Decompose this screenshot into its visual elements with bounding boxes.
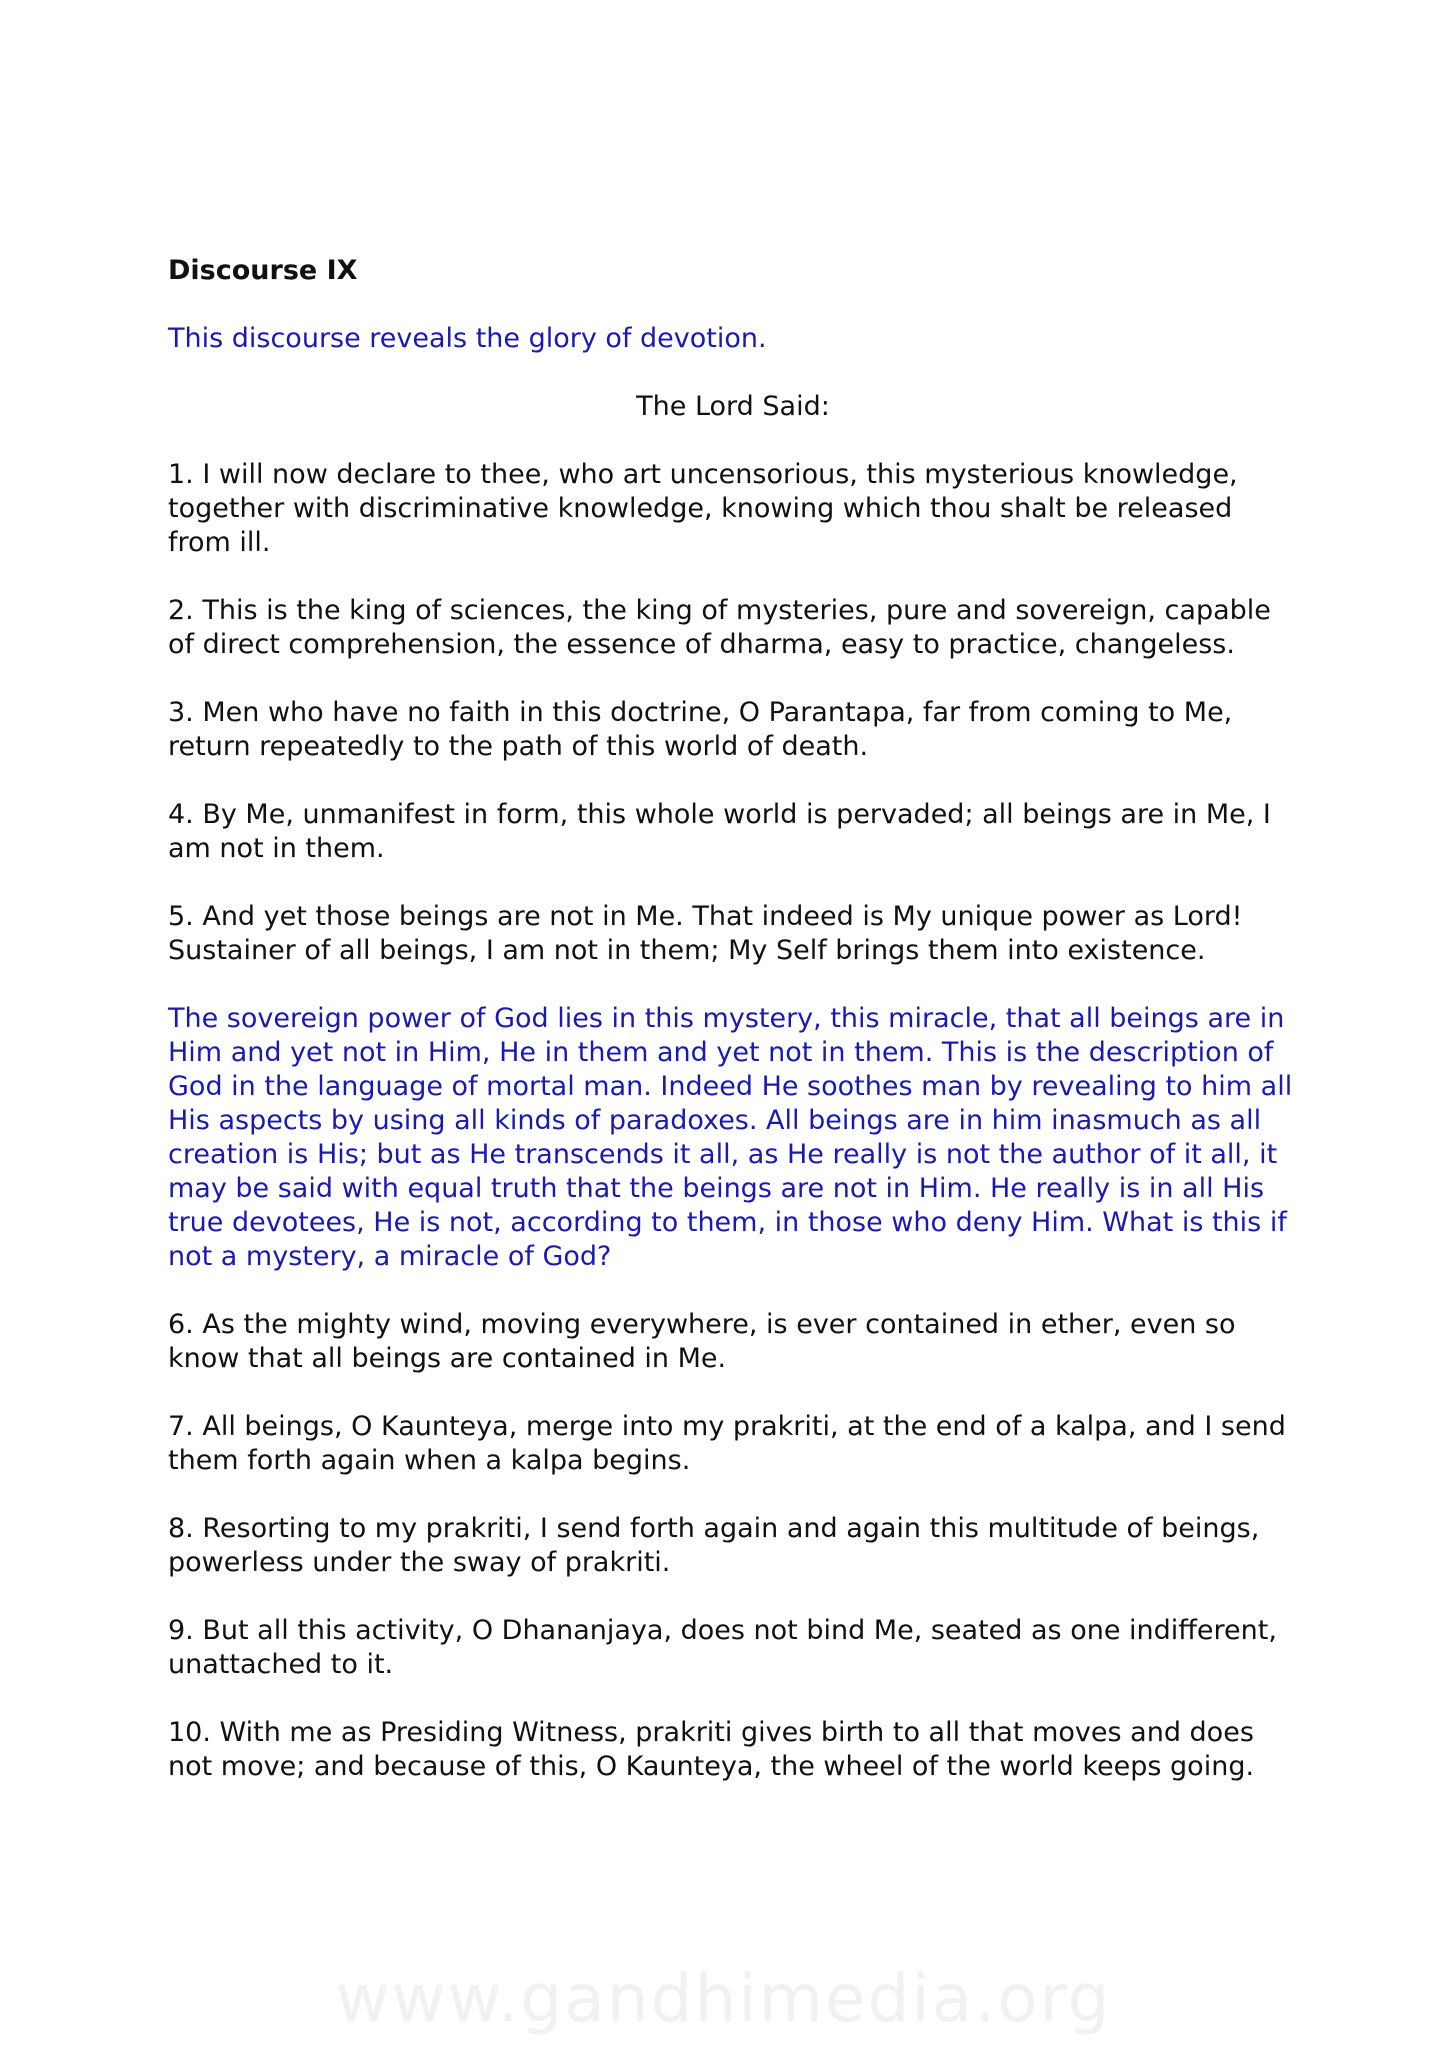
verse-9: 9. But all this activity, O Dhananjaya, does not bind Me, seated as one indifferent, unattached to it. — [168, 1615, 1277, 1680]
document-page — [168, 254, 1298, 1818]
verse-1: 1. I will now declare to thee, who art uncensorious, this mysterious knowledge, together with discriminative knowledge, knowing which thou shalt be released from ill. — [168, 459, 1238, 558]
verse-10: 10. With me as Presiding Witness, prakriti gives birth to all that moves and does not move; and because of this, O Kaunteya, the wheel of the world keeps going. — [168, 1717, 1255, 1782]
verse-4: 4. By Me, unmanifest in form, this whole world is pervaded; all beings are in Me, I am not in them. — [168, 799, 1271, 864]
verse-8: 8. Resorting to my prakriti, I send forth again and again this multitude of beings, powerless under the sway of prakriti. — [168, 1513, 1260, 1578]
verse-7: 7. All beings, O Kaunteya, merge into my prakriti, at the end of a kalpa, and I send them forth again when a kalpa begins. — [168, 1411, 1286, 1476]
watermark-text: www.gandhimedia.org — [335, 1960, 1112, 2037]
verse-3: 3. Men who have no faith in this doctrine, O Parantapa, far from coming to Me, return repeatedly to the path of this world of death. — [168, 697, 1233, 762]
commentary-paragraph: The sovereign power of God lies in this mystery, this miracle, that all beings are in Him and yet not in Him, He in them and yet not in them. This is the description of God in the language of mortal man. Indeed He soothes man by revealing to him all His aspects by using all kinds of paradoxes. All beings are in him inasmuch as all creation is His; but as He transcends it all, as He really is not the author of it all, it may be said with equal truth that the beings are not in Him. He really is in all His true devotees, He is not, according to them, in those who deny Him. What is this if not a mystery, a miracle of God? — [168, 1003, 1293, 1272]
page-title: Discourse IX — [168, 255, 358, 286]
verse-6: 6. As the mighty wind, moving everywhere, is ever contained in ether, even so know that all beings are contained in Me. — [168, 1309, 1236, 1374]
verse-5: 5. And yet those beings are not in Me. That indeed is My unique power as Lord! Sustainer of all beings, I am not in them; My Self brings them into existence. — [168, 901, 1243, 966]
speaker-heading: The Lord Said: — [636, 391, 830, 422]
verse-2: 2. This is the king of sciences, the king of mysteries, pure and sovereign, capable of direct comprehension, the essence of dharma, easy to practice, changeless. — [168, 595, 1271, 660]
intro-text: This discourse reveals the glory of devotion. — [168, 323, 767, 354]
